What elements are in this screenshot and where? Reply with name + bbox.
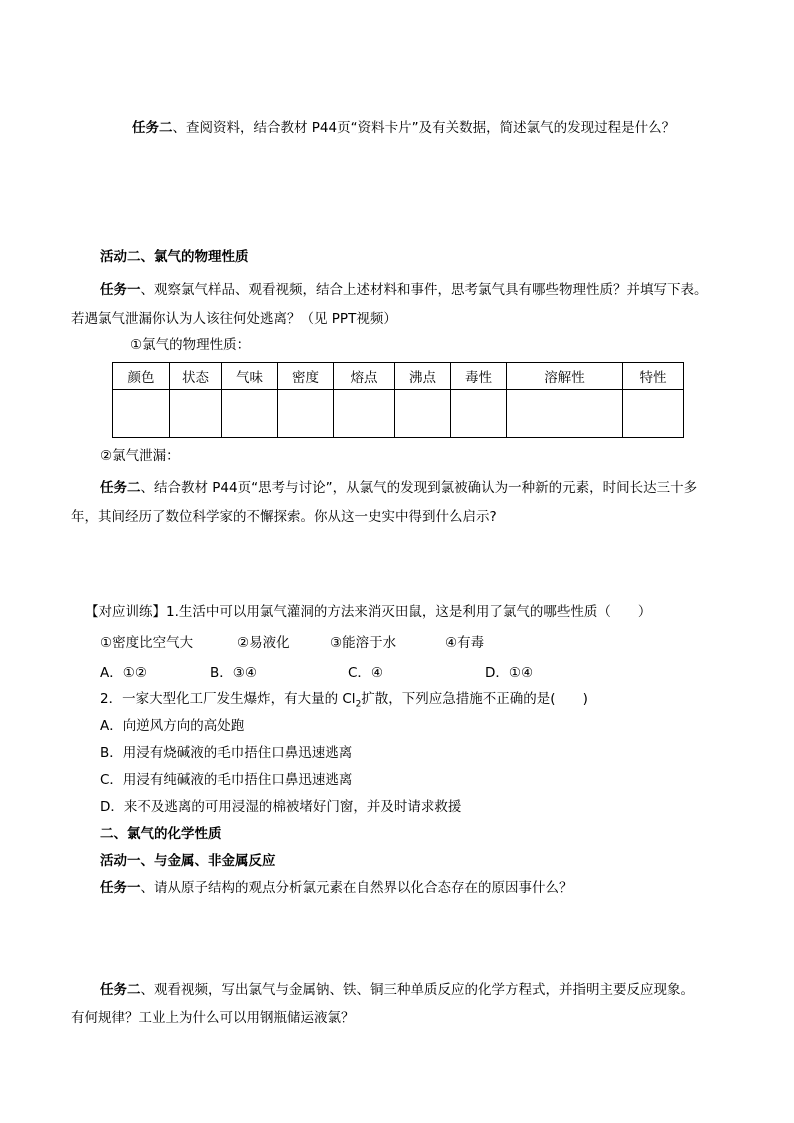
task2-reflect-line2: 年，其间经历了数位科学家的不懈探索。你从这一史实中得到什么启示?	[71, 509, 497, 525]
answer-cell[interactable]	[170, 390, 222, 438]
q2-text-prefix: 2．一家大型化工厂发生爆炸，有大量的 Cl	[100, 691, 356, 707]
q1-option-1: ①密度比空气大	[100, 635, 194, 651]
practice-question-1: 【对应训练】1.生活中可以用氯气灌洞的方法来消灭田鼠，这是利用了氯气的哪些性质（ ）	[85, 604, 652, 620]
physical-properties-table	[112, 362, 684, 438]
table-header-cell: 密度	[278, 363, 334, 390]
answer-cell[interactable]	[395, 390, 451, 438]
task2-discovery	[132, 118, 675, 138]
q2-choice-d: D．来不及逃离的可用浸湿的棉被堵好门窗，并及时请求救援	[100, 799, 462, 815]
answer-cell[interactable]	[222, 390, 278, 438]
practice-question-2	[100, 689, 588, 715]
task-text: 、查阅资料，结合教材 P44页“资料卡片”及有关数据，简述氯气的发现过程是什么？	[172, 120, 676, 136]
table-answer-row	[113, 390, 684, 438]
q1-option-2: ②易液化	[237, 635, 290, 651]
table-header-row	[113, 363, 684, 390]
task-text: 、观看视频，写出氯气与金属钠、铁、铜三种单质反应的化学方程式，并指明主要反应现象。	[140, 982, 694, 998]
task-label: 任务二	[100, 982, 141, 998]
task1-b	[100, 878, 573, 898]
task-label: 任务二	[100, 480, 141, 496]
activity1-title: 活动一、与金属、非金属反应	[100, 853, 276, 869]
task2-b-line2: 有何规律？工业上为什么可以用钢瓶储运液氯？	[71, 1010, 355, 1026]
task-label: 任务二	[132, 120, 173, 136]
q2-choice-a: A．向逆风方向的高处跑	[100, 718, 245, 734]
table-header-cell: 熔点	[334, 363, 395, 390]
q1-option-4: ④有毒	[445, 635, 485, 651]
table-header-cell: 颜色	[113, 363, 170, 390]
table-header-cell: 溶解性	[507, 363, 623, 390]
subheading-chlorine-leak: ②氯气泄漏：	[100, 448, 180, 464]
q2-choice-c: C．用浸有纯碱液的毛巾捂住口鼻迅速逃离	[100, 772, 353, 788]
task1-line1	[100, 280, 708, 300]
table-header-cell: 毒性	[451, 363, 507, 390]
answer-cell[interactable]	[507, 390, 623, 438]
q2-subscript: 2	[355, 699, 362, 710]
table-header-cell: 气味	[222, 363, 278, 390]
answer-cell[interactable]	[278, 390, 334, 438]
q1-choice-c: C．④	[348, 665, 384, 681]
task-text: 、请从原子结构的观点分析氯元素在自然界以化合态存在的原因事什么？	[140, 880, 573, 896]
q2-choice-b: B．用浸有烧碱液的毛巾捂住口鼻迅速逃离	[100, 745, 353, 761]
activity2-title: 活动二、氯气的物理性质	[100, 249, 249, 265]
q1-choice-a: A．①②	[100, 665, 147, 681]
q2-text-suffix: 扩散，下列应急措施不正确的是( )	[361, 691, 588, 707]
answer-cell[interactable]	[451, 390, 507, 438]
subheading-physical-properties: ①氯气的物理性质：	[130, 337, 251, 353]
task-text: 、结合教材 P44页“思考与讨论”，从氯气的发现到氯被确认为一种新的元素，时间长达三十多	[140, 480, 698, 496]
task-label: 任务一	[100, 880, 141, 896]
section2-title: 二、氯气的化学性质	[100, 826, 222, 842]
task-text: 、观察氯气样品、观看视频，结合上述材料和事件，思考氯气具有哪些物理性质？并填写下表。	[140, 282, 708, 298]
answer-cell[interactable]	[334, 390, 395, 438]
table-header-cell: 沸点	[395, 363, 451, 390]
q1-option-3: ③能溶于水	[330, 635, 397, 651]
task-label: 任务一	[100, 282, 141, 298]
task1-line2: 若遇氯气泄漏你认为人该往何处逃离？（见 PPT视频）	[71, 311, 397, 327]
q1-choice-b: B．③④	[210, 665, 257, 681]
answer-cell[interactable]	[113, 390, 170, 438]
q1-choice-d: D．①④	[485, 665, 534, 681]
answer-cell[interactable]	[623, 390, 684, 438]
task2-b-line1	[100, 980, 694, 1000]
task2-reflect-line1	[100, 478, 697, 498]
table-header-cell: 特性	[623, 363, 684, 390]
table-header-cell: 状态	[170, 363, 222, 390]
